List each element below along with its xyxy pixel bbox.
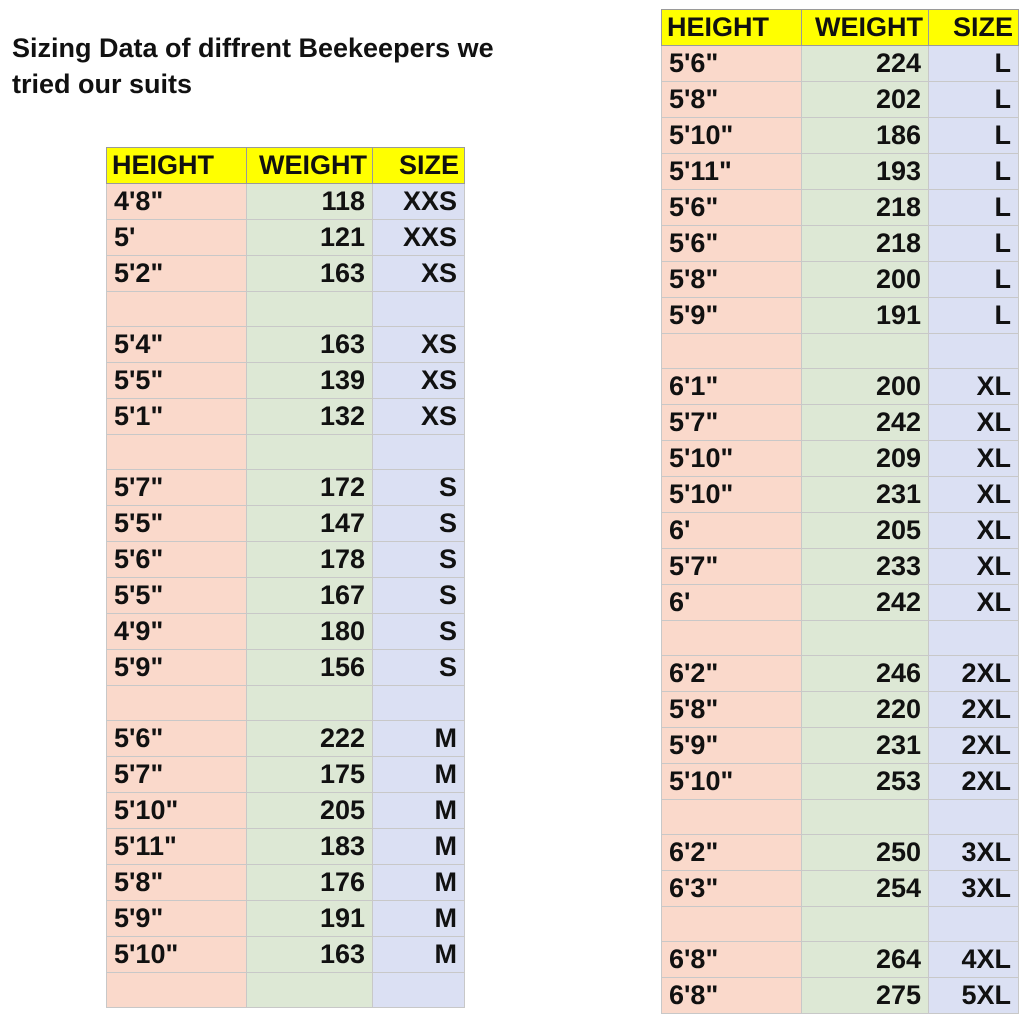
- size-cell: XXS: [373, 220, 465, 256]
- height-cell: 6'8": [662, 978, 802, 1014]
- size-cell: S: [373, 470, 465, 506]
- size-cell: XL: [929, 585, 1019, 621]
- sizing-table-left: [106, 147, 465, 1008]
- table-row: [662, 656, 1019, 692]
- table-row: [662, 46, 1019, 82]
- size-cell: M: [373, 937, 465, 973]
- size-cell: [373, 973, 465, 1008]
- height-cell: 5'7": [107, 757, 247, 793]
- weight-cell: 233: [802, 549, 929, 585]
- weight-cell: 224: [802, 46, 929, 82]
- height-cell: 5'10": [107, 937, 247, 973]
- height-cell: 5'10": [662, 441, 802, 477]
- height-cell: 5'5": [107, 578, 247, 614]
- size-cell: M: [373, 793, 465, 829]
- height-cell: 5'5": [107, 506, 247, 542]
- weight-cell: [247, 292, 373, 327]
- weight-cell: 132: [247, 399, 373, 435]
- size-cell: S: [373, 614, 465, 650]
- table-row: [107, 399, 465, 435]
- height-cell: 5'6": [107, 721, 247, 757]
- height-cell: [107, 686, 247, 721]
- weight-cell: [247, 973, 373, 1008]
- table-row: [107, 829, 465, 865]
- header-height: HEIGHT: [107, 148, 247, 184]
- size-cell: S: [373, 578, 465, 614]
- header-height: HEIGHT: [662, 10, 802, 46]
- weight-cell: 118: [247, 184, 373, 220]
- size-cell: XS: [373, 327, 465, 363]
- height-cell: 4'9": [107, 614, 247, 650]
- weight-cell: 209: [802, 441, 929, 477]
- title-line-2: tried our suits: [12, 69, 193, 99]
- table-row: [662, 585, 1019, 621]
- weight-cell: 253: [802, 764, 929, 800]
- table-row: [107, 327, 465, 363]
- header-row: [107, 148, 465, 184]
- height-cell: 5'6": [662, 46, 802, 82]
- table-row: [107, 578, 465, 614]
- height-cell: 5'2": [107, 256, 247, 292]
- weight-cell: 186: [802, 118, 929, 154]
- weight-cell: [247, 686, 373, 721]
- size-cell: L: [929, 46, 1019, 82]
- height-cell: [107, 973, 247, 1008]
- weight-cell: 246: [802, 656, 929, 692]
- weight-cell: 178: [247, 542, 373, 578]
- height-cell: 5'6": [107, 542, 247, 578]
- height-cell: 5'8": [662, 262, 802, 298]
- size-cell: M: [373, 757, 465, 793]
- table-row: [662, 441, 1019, 477]
- weight-cell: 218: [802, 226, 929, 262]
- weight-cell: 205: [802, 513, 929, 549]
- weight-cell: 242: [802, 405, 929, 441]
- height-cell: 6': [662, 513, 802, 549]
- height-cell: 5'5": [107, 363, 247, 399]
- height-cell: 6'2": [662, 835, 802, 871]
- height-cell: [107, 292, 247, 327]
- weight-cell: 202: [802, 82, 929, 118]
- table-row: [662, 226, 1019, 262]
- weight-cell: [247, 435, 373, 470]
- size-cell: L: [929, 190, 1019, 226]
- weight-cell: 200: [802, 369, 929, 405]
- weight-cell: 250: [802, 835, 929, 871]
- size-cell: S: [373, 542, 465, 578]
- height-cell: [662, 621, 802, 656]
- table-row: [107, 292, 465, 327]
- table-row: [662, 513, 1019, 549]
- size-cell: XL: [929, 513, 1019, 549]
- table-row: [662, 298, 1019, 334]
- height-cell: 5'10": [662, 764, 802, 800]
- size-cell: L: [929, 298, 1019, 334]
- size-cell: M: [373, 829, 465, 865]
- size-cell: L: [929, 262, 1019, 298]
- height-cell: 6'8": [662, 942, 802, 978]
- table-row: [662, 800, 1019, 835]
- table-row: [662, 334, 1019, 369]
- weight-cell: 163: [247, 256, 373, 292]
- weight-cell: 264: [802, 942, 929, 978]
- height-cell: 5'6": [662, 226, 802, 262]
- size-cell: M: [373, 721, 465, 757]
- table-row: [107, 721, 465, 757]
- size-cell: L: [929, 226, 1019, 262]
- size-cell: XL: [929, 549, 1019, 585]
- height-cell: 6'3": [662, 871, 802, 907]
- height-cell: 5'1": [107, 399, 247, 435]
- weight-cell: 222: [247, 721, 373, 757]
- height-cell: [107, 435, 247, 470]
- size-cell: S: [373, 650, 465, 686]
- weight-cell: 191: [802, 298, 929, 334]
- table-row: [662, 369, 1019, 405]
- weight-cell: [802, 800, 929, 835]
- size-cell: [929, 334, 1019, 369]
- header-weight: WEIGHT: [802, 10, 929, 46]
- size-cell: M: [373, 901, 465, 937]
- table-row: [107, 614, 465, 650]
- height-cell: [662, 800, 802, 835]
- table-row: [107, 757, 465, 793]
- size-cell: [373, 435, 465, 470]
- size-cell: [373, 686, 465, 721]
- height-cell: [662, 334, 802, 369]
- weight-cell: 254: [802, 871, 929, 907]
- size-cell: L: [929, 82, 1019, 118]
- weight-cell: 220: [802, 692, 929, 728]
- weight-cell: 200: [802, 262, 929, 298]
- weight-cell: 218: [802, 190, 929, 226]
- height-cell: 6'2": [662, 656, 802, 692]
- table-row: [107, 435, 465, 470]
- height-cell: 5'7": [662, 549, 802, 585]
- table-row: [662, 942, 1019, 978]
- weight-cell: 175: [247, 757, 373, 793]
- table-row: [662, 728, 1019, 764]
- table-row: [662, 118, 1019, 154]
- table-row: [662, 549, 1019, 585]
- weight-cell: 193: [802, 154, 929, 190]
- height-cell: 5'8": [662, 82, 802, 118]
- table-row: [662, 405, 1019, 441]
- size-cell: XS: [373, 363, 465, 399]
- table-row: [662, 477, 1019, 513]
- table-row: [662, 621, 1019, 656]
- weight-cell: 147: [247, 506, 373, 542]
- weight-cell: 231: [802, 728, 929, 764]
- weight-cell: 183: [247, 829, 373, 865]
- size-cell: [929, 800, 1019, 835]
- table-row: [107, 901, 465, 937]
- height-cell: 5'8": [107, 865, 247, 901]
- header-size: SIZE: [929, 10, 1019, 46]
- size-cell: L: [929, 154, 1019, 190]
- table-row: [107, 256, 465, 292]
- size-cell: XL: [929, 405, 1019, 441]
- table-row: [662, 978, 1019, 1014]
- table-row: [107, 542, 465, 578]
- table-row: [107, 220, 465, 256]
- table-row: [107, 686, 465, 721]
- size-cell: [929, 907, 1019, 942]
- weight-cell: 163: [247, 327, 373, 363]
- table-row: [662, 835, 1019, 871]
- size-cell: 2XL: [929, 656, 1019, 692]
- size-cell: 2XL: [929, 764, 1019, 800]
- table-row: [662, 190, 1019, 226]
- height-cell: 5'7": [107, 470, 247, 506]
- table-row: [107, 973, 465, 1008]
- header-size: SIZE: [373, 148, 465, 184]
- table-row: [107, 506, 465, 542]
- page-title: [12, 30, 612, 102]
- weight-cell: 191: [247, 901, 373, 937]
- size-cell: XS: [373, 256, 465, 292]
- height-cell: 4'8": [107, 184, 247, 220]
- height-cell: 5'11": [662, 154, 802, 190]
- weight-cell: 275: [802, 978, 929, 1014]
- size-cell: 3XL: [929, 871, 1019, 907]
- weight-cell: 180: [247, 614, 373, 650]
- table-row: [107, 650, 465, 686]
- sizing-table-right: [661, 9, 1019, 1014]
- height-cell: 6': [662, 585, 802, 621]
- height-cell: 5'11": [107, 829, 247, 865]
- height-cell: 5'9": [662, 298, 802, 334]
- header-row: [662, 10, 1019, 46]
- weight-cell: 121: [247, 220, 373, 256]
- height-cell: 6'1": [662, 369, 802, 405]
- height-cell: 5'10": [662, 477, 802, 513]
- weight-cell: 172: [247, 470, 373, 506]
- table-row: [662, 154, 1019, 190]
- table-row: [107, 793, 465, 829]
- table-row: [107, 184, 465, 220]
- weight-cell: 167: [247, 578, 373, 614]
- weight-cell: 139: [247, 363, 373, 399]
- table-row: [107, 470, 465, 506]
- table-row: [107, 363, 465, 399]
- height-cell: 5'7": [662, 405, 802, 441]
- height-cell: 5'9": [662, 728, 802, 764]
- table-row: [107, 865, 465, 901]
- weight-cell: [802, 907, 929, 942]
- size-cell: [929, 621, 1019, 656]
- table-row: [662, 262, 1019, 298]
- size-cell: XL: [929, 369, 1019, 405]
- weight-cell: 242: [802, 585, 929, 621]
- size-cell: 3XL: [929, 835, 1019, 871]
- size-cell: XL: [929, 477, 1019, 513]
- size-cell: S: [373, 506, 465, 542]
- size-cell: XL: [929, 441, 1019, 477]
- table-row: [662, 871, 1019, 907]
- weight-cell: 163: [247, 937, 373, 973]
- size-cell: XXS: [373, 184, 465, 220]
- size-cell: [373, 292, 465, 327]
- title-line-1: Sizing Data of diffrent Beekeepers we: [12, 33, 494, 63]
- height-cell: 5'9": [107, 901, 247, 937]
- table-row: [662, 907, 1019, 942]
- height-cell: 5': [107, 220, 247, 256]
- table-row: [662, 692, 1019, 728]
- size-cell: 4XL: [929, 942, 1019, 978]
- table-row: [662, 82, 1019, 118]
- table-row: [662, 764, 1019, 800]
- weight-cell: 156: [247, 650, 373, 686]
- weight-cell: 231: [802, 477, 929, 513]
- height-cell: 5'4": [107, 327, 247, 363]
- size-cell: L: [929, 118, 1019, 154]
- height-cell: 5'9": [107, 650, 247, 686]
- table-row: [107, 937, 465, 973]
- height-cell: 5'6": [662, 190, 802, 226]
- height-cell: 5'8": [662, 692, 802, 728]
- weight-cell: [802, 334, 929, 369]
- size-cell: 5XL: [929, 978, 1019, 1014]
- weight-cell: 205: [247, 793, 373, 829]
- weight-cell: 176: [247, 865, 373, 901]
- size-cell: XS: [373, 399, 465, 435]
- size-cell: 2XL: [929, 728, 1019, 764]
- height-cell: 5'10": [107, 793, 247, 829]
- height-cell: [662, 907, 802, 942]
- weight-cell: [802, 621, 929, 656]
- header-weight: WEIGHT: [247, 148, 373, 184]
- height-cell: 5'10": [662, 118, 802, 154]
- size-cell: 2XL: [929, 692, 1019, 728]
- size-cell: M: [373, 865, 465, 901]
